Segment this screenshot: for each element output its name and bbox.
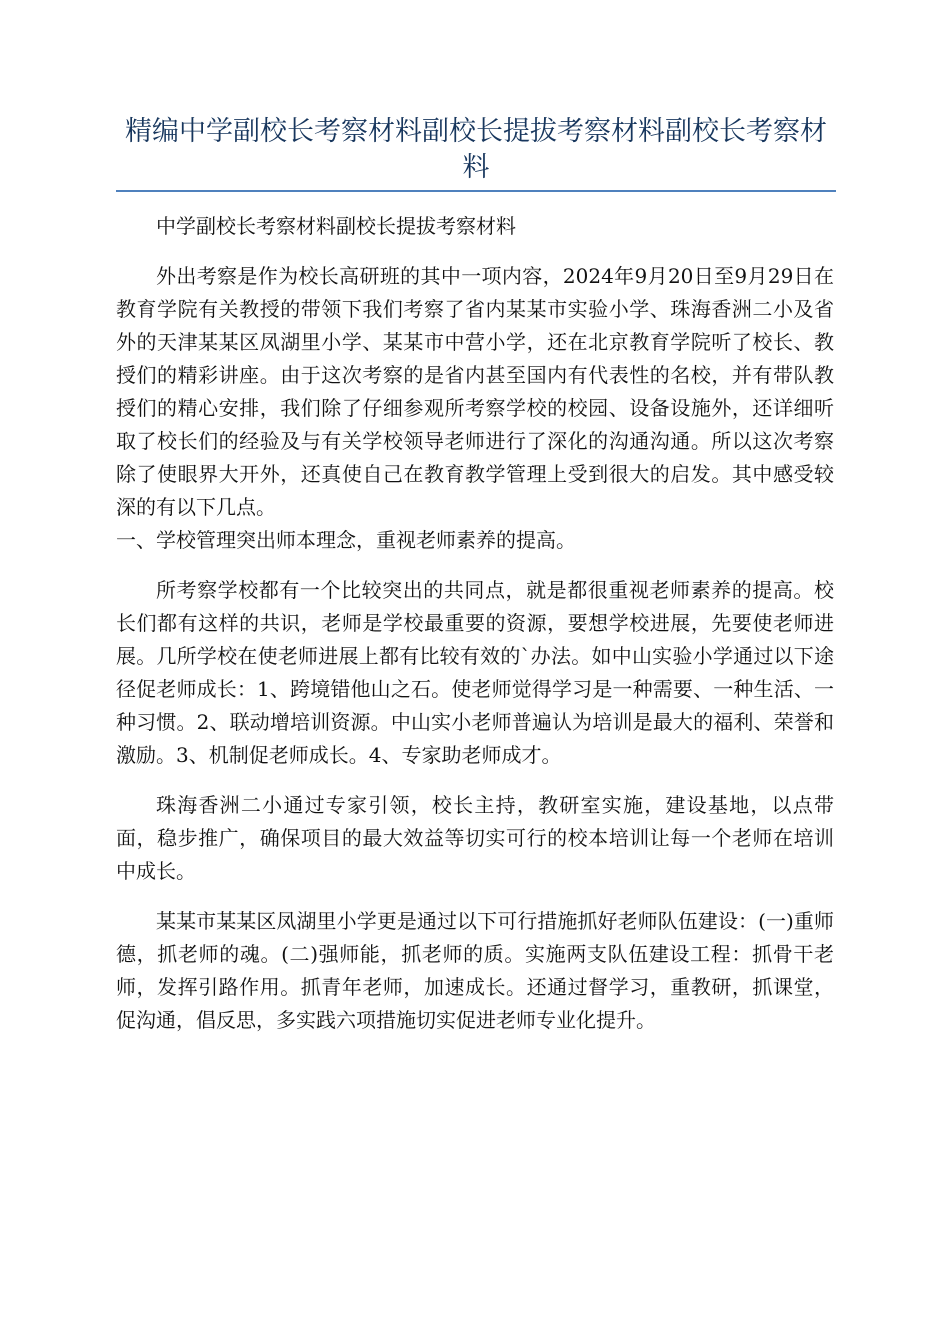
title-block <box>116 114 836 192</box>
section-heading-1: 一、学校管理突出师本理念，重视老师素养的提高。 <box>116 528 576 552</box>
subtitle-paragraph: 中学副校长考察材料副校长提拔考察材料 <box>156 214 516 238</box>
body-paragraph-zhongshan: 所考察学校都有一个比较突出的共同点，就是都很重视老师素养的提高。校长们都有这样的共识，老师是学校最重要的资源，要想学校进展，先要使老师进展。几所学校在使老师进展上都有比较有效的`办法。如中山实验小学通过以下途径促老师成长：1、跨境错他山之石。使老师觉得学习是一种需要、一种生活、一种习惯。2、联动增培训资源。中山实小老师普遍认为培训是最大的福利、荣誉和激励。3、机制促老师成长。4、专家助老师成才。 <box>116 578 834 767</box>
body-paragraph-zhuhai: 珠海香洲二小通过专家引领，校长主持，教研室实施，建设基地，以点带面，稳步推广，确保项目的最大效益等切实可行的校本培训让每一个老师在培训中成长。 <box>116 793 834 883</box>
intro-paragraph: 外出考察是作为校长高研班的其中一项内容，2024年9月20日至9月29日在教育学院有关教授的带领下我们考察了省内某某市实验小学、珠海香洲二小及省外的天津某某区凤湖里小学、某某市中营小学，还在北京教育学院听了校长、教授们的精彩讲座。由于这次考察的是省内甚至国内有代表性的名校，并有带队教授们的精心安排，我们除了仔细参观所考察学校的校园、设备设施外，还详细听取了校长们的经验及与有关学校领导老师进行了深化的沟通沟通。所以这次考察除了使眼界大开外，还真使自己在教育教学管理上受到很大的启发。其中感受较深的有以下几点。 <box>116 264 834 519</box>
document-body <box>116 210 834 1037</box>
body-paragraph-fenghuli: 某某市某某区凤湖里小学更是通过以下可行措施抓好老师队伍建设：(一)重师德，抓老师的魂。(二)强师能，抓老师的质。实施两支队伍建设工程：抓骨干老师，发挥引路作用。抓青年老师，加速成长。还通过督学习，重教研，抓课堂，促沟通，倡反思，多实践六项措施切实促进老师专业化提升。 <box>116 909 834 1032</box>
document-title: 精编中学副校长考察材料副校长提拔考察材料副校长考察材料 <box>125 116 827 183</box>
